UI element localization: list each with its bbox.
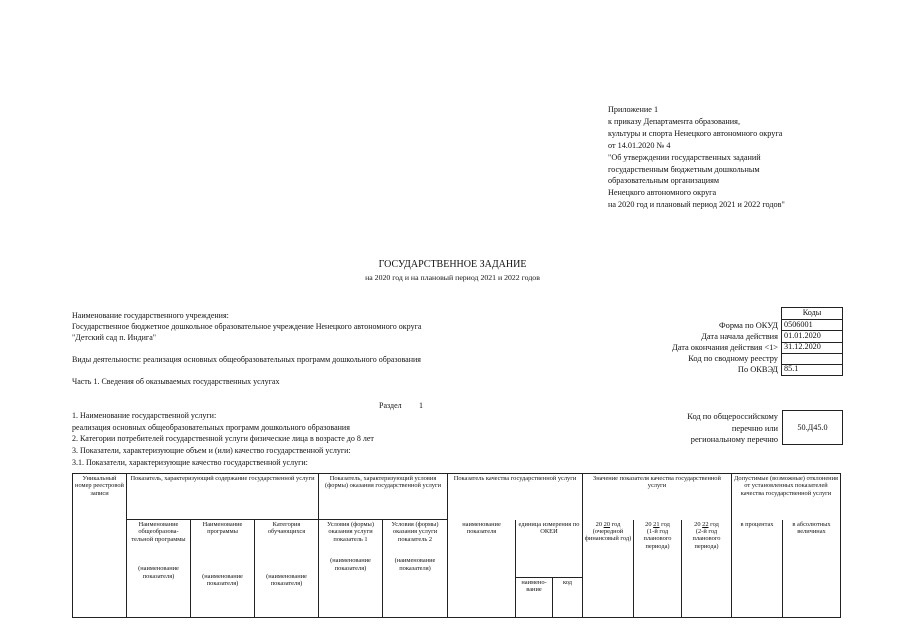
appendix-line: от 14.01.2020 № 4 — [608, 140, 671, 150]
header-indicator-value: Значение показателя качества государственной услуги — [583, 474, 732, 520]
col-unit-name: наимено-вание — [516, 578, 553, 618]
appendix-header — [608, 104, 785, 211]
appendix-line: "Об утверждении государственных заданий — [608, 152, 761, 162]
section-label: Раздел — [379, 401, 402, 410]
indicator-name-2: (наименование показателя) — [202, 572, 243, 588]
registry-code: 50.Д45.0 — [782, 410, 843, 445]
col-condition-2-label: Условия (формы) оказания услуги показатель 2 — [391, 521, 439, 543]
indicator-name-4: (наименование показателя) — [330, 557, 371, 572]
activity-type: Виды деятельности: реализация основных общеобразовательных программ дошкольного образования — [72, 355, 421, 364]
year-2022-prefix: 20 — [694, 520, 701, 528]
label-registry: Код по сводному реестру — [688, 354, 778, 363]
col-program-type-label: Наименование общеобразова-тельной программы — [131, 521, 186, 543]
header-unique-number: Уникальный номер реестровой записи — [73, 474, 127, 618]
label-okved: По ОКВЭД — [737, 365, 778, 374]
code-okved: 85.1 — [781, 364, 843, 376]
col-year-2022 — [682, 520, 732, 618]
col-year-2021 — [634, 520, 682, 618]
institution-name-short: "Детский сад п. Индига" — [72, 333, 157, 342]
indicator-name-5: (наименование показателя) — [394, 557, 436, 572]
part-heading: Часть 1. Сведения об оказываемых государственных услугах — [72, 377, 280, 386]
col-program-type — [127, 520, 191, 618]
year-2021-prefix: 20 — [645, 520, 652, 528]
appendix-line: Приложение 1 — [608, 105, 659, 114]
year-2020-prefix: 20 — [595, 520, 603, 528]
year-2021-suffix: 21 — [653, 520, 660, 528]
label-end-date: Дата окончания действия <1> — [672, 343, 778, 352]
col-student-category-label: Категория обучающихся — [267, 521, 306, 536]
section-number: 1 — [419, 401, 423, 410]
indicators-heading: 3. Показатели, характеризующие объем и (или) качество государственной услуги: — [72, 446, 351, 455]
label-start-date: Дата начала действия — [701, 332, 778, 341]
code-start-date: 01.01.2020 — [781, 331, 843, 343]
header-quality-indicator: Показатель качества государственной услуги — [448, 474, 583, 520]
col-deviation-absolute: в абсолютных величинах — [783, 520, 841, 618]
col-program-name-label: Наименование программы — [202, 521, 243, 536]
col-condition-2 — [383, 520, 448, 618]
year-2021-note: (1-й год планового периода) — [643, 527, 672, 550]
label-okud: Форма по ОКУД — [719, 321, 778, 330]
registry-label-1: Код по общероссийскому — [687, 412, 778, 421]
appendix-line: Ненецкого автономного округа — [608, 188, 717, 198]
appendix-line: культуры и спорта Ненецкого автономного округа — [608, 128, 783, 138]
col-year-2020 — [583, 520, 634, 618]
registry-label-2: перечню или — [731, 424, 778, 433]
code-end-date: 31.12.2020 — [781, 342, 843, 354]
col-quality-name: наименование показателя — [448, 520, 516, 618]
col-deviation-percent: в процентах — [732, 520, 783, 618]
col-condition-1-label: Условия (формы) оказания услуги показатель 1 — [327, 521, 374, 543]
document-subtitle: на 2020 год и на плановый период 2021 и 2022 годов — [365, 273, 540, 282]
appendix-line: образовательным организациям — [608, 176, 720, 186]
year-2021-word: год — [661, 520, 670, 528]
year-2020-note: (очередной финансовый год) — [584, 527, 632, 543]
consumer-category: 2. Категории потребителей государственной услуги физические лица в возрасте до 8 лет — [72, 434, 374, 443]
appendix-line: государственным бюджетным дошкольным — [608, 164, 760, 174]
col-condition-1 — [319, 520, 383, 618]
institution-label: Наименование государственного учреждения: — [72, 311, 229, 320]
header-content-indicator: Показатель, характеризующий содержание государственной услуги — [127, 474, 319, 520]
col-student-category — [255, 520, 319, 618]
institution-name: Государственное бюджетное дошкольное образовательное учреждение Ненецкого автономного округа — [72, 322, 422, 331]
col-program-name — [191, 520, 255, 618]
indicator-name-1: (наименование показателя) — [138, 565, 179, 580]
appendix-line: на 2020 год и плановый период 2021 и 2022 годов" — [608, 200, 785, 210]
year-2022-word: год — [710, 520, 719, 528]
document-title: ГОСУДАРСТВЕННОЕ ЗАДАНИЕ — [378, 259, 527, 270]
year-2020-suffix: 20 — [603, 520, 611, 528]
registry-label-3: региональному перечню — [690, 435, 778, 444]
indicator-name-3: (наименование показателя) — [266, 572, 307, 588]
codes-header: Коды — [781, 307, 843, 319]
code-okud: 0506001 — [781, 319, 843, 331]
quality-indicators-heading: 3.1. Показатели, характеризующие качество государственной услуги: — [72, 458, 308, 467]
service-name-label: 1. Наименование государственной услуги: — [72, 411, 217, 420]
quality-table — [72, 473, 841, 618]
year-2020-word: год — [611, 520, 621, 528]
col-unit-code: код — [553, 578, 583, 618]
appendix-line: к приказу Департамента образования, — [608, 116, 740, 126]
header-deviations: Допустимые (возможные) отклонения от установленных показателей качества государственной услуги — [732, 474, 841, 520]
col-quality-unit: единица измерения по ОКЕИ — [516, 520, 583, 578]
year-2022-note: (2-й год планового периода) — [692, 527, 721, 550]
year-2022-suffix: 22 — [702, 520, 709, 528]
service-name: реализация основных общеобразовательных программ дошкольного образования — [72, 423, 350, 432]
header-conditions-indicator: Показатель, характеризующий условия (формы) оказания государственной услуги — [319, 474, 448, 520]
